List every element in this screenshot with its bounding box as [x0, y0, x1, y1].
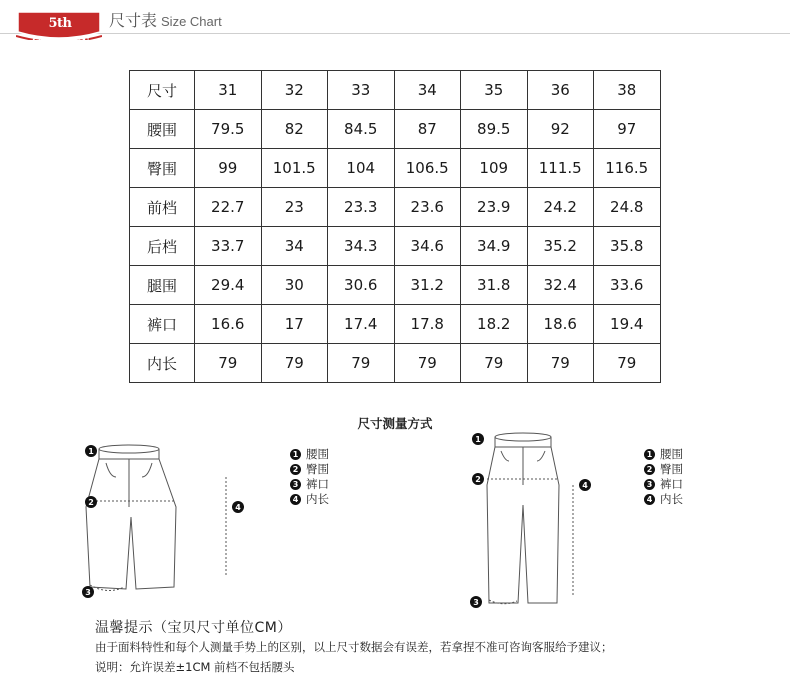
table-cell: 79 [594, 344, 661, 383]
table-cell: 33.6 [594, 266, 661, 305]
marker-2-icon [472, 473, 484, 485]
legend-number-icon: 1 [644, 449, 655, 460]
size-column-header: 36 [527, 71, 594, 110]
table-cell: 97 [594, 110, 661, 149]
row-label: 腰围 [130, 110, 195, 149]
legend-number-icon: 2 [644, 464, 655, 475]
table-cell: 104 [328, 149, 395, 188]
table-cell: 23.6 [394, 188, 461, 227]
table-cell: 33.7 [195, 227, 262, 266]
legend-label: 腰围 [660, 447, 683, 461]
table-cell: 79 [328, 344, 395, 383]
legend-number-icon: 3 [290, 479, 301, 490]
legend-label: 裤口 [306, 477, 329, 491]
marker-4-icon [579, 479, 591, 491]
row-label: 前档 [130, 188, 195, 227]
legend-number-icon: 1 [290, 449, 301, 460]
page-title [109, 11, 222, 32]
page-header [0, 0, 790, 51]
table-cell: 111.5 [527, 149, 594, 188]
table-cell: 79 [261, 344, 328, 383]
legend-label: 裤口 [660, 477, 683, 491]
header-divider [0, 33, 790, 34]
row-label: 臀围 [130, 149, 195, 188]
table-cell: 106.5 [394, 149, 461, 188]
legend-item [290, 492, 329, 507]
table-cell: 23.3 [328, 188, 395, 227]
table-cell: 31.2 [394, 266, 461, 305]
table-cell: 23 [261, 188, 328, 227]
full-pants-diagram [463, 425, 613, 610]
size-table-header-label: 尺寸 [130, 71, 195, 110]
table-cell: 22.7 [195, 188, 262, 227]
legend-item [290, 462, 329, 477]
table-cell: 18.2 [461, 305, 528, 344]
table-row [130, 305, 661, 344]
table-cell: 79 [195, 344, 262, 383]
marker-1-icon [472, 433, 484, 445]
table-cell: 34.3 [328, 227, 395, 266]
table-cell: 87 [394, 110, 461, 149]
table-cell: 101.5 [261, 149, 328, 188]
legend-item [290, 447, 329, 462]
legend-label: 内长 [660, 492, 683, 506]
table-row [130, 266, 661, 305]
marker-1-icon [85, 445, 97, 457]
legend-item [644, 447, 683, 462]
legend-number-icon: 2 [290, 464, 301, 475]
marker-3-icon [82, 586, 94, 598]
size-column-header: 35 [461, 71, 528, 110]
table-cell: 32.4 [527, 266, 594, 305]
legend-label: 臀围 [660, 462, 683, 476]
table-cell: 16.6 [195, 305, 262, 344]
svg-text:2: 2 [475, 475, 481, 484]
svg-text:1: 1 [475, 435, 481, 444]
size-column-header: 32 [261, 71, 328, 110]
legend-item [290, 477, 329, 492]
size-table-header-row [130, 71, 661, 110]
page-title-cn: 尺寸表 [109, 11, 158, 30]
table-cell: 29.4 [195, 266, 262, 305]
table-cell: 34.6 [394, 227, 461, 266]
legend-number-icon: 3 [644, 479, 655, 490]
marker-2-icon [85, 496, 97, 508]
row-label: 内长 [130, 344, 195, 383]
table-cell: 18.6 [527, 305, 594, 344]
table-cell: 79.5 [195, 110, 262, 149]
legend-item [644, 462, 683, 477]
tips-line-1: 由于面料特性和每个人测量手势上的区别，以上尺寸数据会有误差，若拿捏不准可咨询客服给予建议； [95, 640, 613, 654]
table-row [130, 149, 661, 188]
table-cell: 17 [261, 305, 328, 344]
legend-label: 臀围 [306, 462, 329, 476]
table-row [130, 188, 661, 227]
tips-title: 温馨提示（宝贝尺寸单位CM） [95, 620, 292, 636]
legend-number-icon: 4 [644, 494, 655, 505]
table-cell: 24.2 [527, 188, 594, 227]
svg-text:4: 4 [582, 481, 588, 490]
marker-4-icon [232, 501, 244, 513]
table-cell: 30 [261, 266, 328, 305]
legend-label: 腰围 [306, 447, 329, 461]
marker-3-icon [470, 596, 482, 608]
table-cell: 82 [261, 110, 328, 149]
legend-item [644, 477, 683, 492]
table-cell: 30.6 [328, 266, 395, 305]
svg-text:4: 4 [235, 503, 241, 512]
table-cell: 19.4 [594, 305, 661, 344]
legend-number-icon: 4 [290, 494, 301, 505]
legend-label: 内长 [306, 492, 329, 506]
table-cell: 89.5 [461, 110, 528, 149]
table-cell: 23.9 [461, 188, 528, 227]
table-cell: 35.8 [594, 227, 661, 266]
table-cell: 17.4 [328, 305, 395, 344]
size-column-header: 31 [195, 71, 262, 110]
svg-text:3: 3 [473, 598, 479, 607]
cropped-pants-diagram [76, 437, 256, 607]
table-cell: 79 [394, 344, 461, 383]
table-cell: 31.8 [461, 266, 528, 305]
table-row [130, 110, 661, 149]
table-cell: 34.9 [461, 227, 528, 266]
size-column-header: 34 [394, 71, 461, 110]
size-chart-table [129, 70, 661, 383]
table-cell: 34 [261, 227, 328, 266]
measurement-title: 尺寸测量方式 [357, 416, 433, 431]
page-title-en: Size Chart [161, 14, 222, 29]
measurement-legend-right [644, 447, 683, 507]
table-cell: 17.8 [394, 305, 461, 344]
table-cell: 35.2 [527, 227, 594, 266]
size-column-header: 33 [328, 71, 395, 110]
row-label: 裤口 [130, 305, 195, 344]
svg-text:2: 2 [88, 498, 94, 507]
table-cell: 24.8 [594, 188, 661, 227]
table-row [130, 227, 661, 266]
legend-item [644, 492, 683, 507]
table-row [130, 344, 661, 383]
table-cell: 109 [461, 149, 528, 188]
svg-text:3: 3 [85, 588, 91, 597]
table-cell: 99 [195, 149, 262, 188]
table-cell: 84.5 [328, 110, 395, 149]
row-label: 腿围 [130, 266, 195, 305]
measurement-legend-left [290, 447, 329, 507]
brand-logo-text: 5th STREET [31, 16, 89, 51]
table-cell: 92 [527, 110, 594, 149]
table-cell: 79 [527, 344, 594, 383]
tips-line-2: 说明：允许误差±1CM 前档不包括腰头 [95, 660, 295, 674]
table-cell: 116.5 [594, 149, 661, 188]
row-label: 后档 [130, 227, 195, 266]
table-cell: 79 [461, 344, 528, 383]
svg-text:1: 1 [88, 447, 94, 456]
size-column-header: 38 [594, 71, 661, 110]
